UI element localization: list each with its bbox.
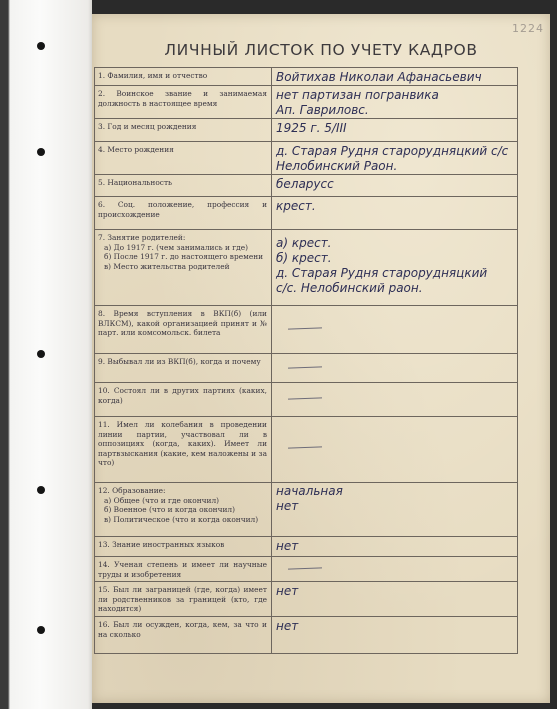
form-row bbox=[95, 537, 518, 557]
answer-cell bbox=[272, 306, 518, 354]
handwritten-answer: нет bbox=[276, 584, 299, 598]
page-title: ЛИЧНЫЙ ЛИСТОК ПО УЧЕТУ КАДРОВ bbox=[164, 41, 478, 59]
answer-cell bbox=[272, 417, 518, 483]
form-row bbox=[95, 175, 518, 197]
form-row bbox=[95, 230, 518, 306]
question-text: 14. Ученая степень и имеет ли научные труды и изобретения bbox=[98, 560, 267, 579]
form-row bbox=[95, 68, 518, 86]
question-text: 1. Фамилия, имя и отчество bbox=[98, 71, 208, 80]
question-subitem: б) Военное (что и когда окончил) bbox=[104, 505, 235, 514]
binder-hole bbox=[37, 626, 45, 634]
form-row bbox=[95, 142, 518, 175]
question-text: 6. Соц. положение, профессия и происхождение bbox=[98, 200, 267, 219]
question-cell bbox=[95, 557, 272, 582]
handwritten-answer: крест. bbox=[276, 199, 316, 213]
binder-strip bbox=[0, 0, 92, 709]
question-cell bbox=[95, 197, 272, 230]
handwritten-answer: нет партизан погранвика bbox=[276, 88, 439, 102]
handwritten-answer: Нелобинский Раон. bbox=[276, 159, 398, 173]
question-cell bbox=[95, 582, 272, 617]
binder-hole bbox=[37, 42, 45, 50]
question-text: 16. Был ли осужден, когда, кем, за что и на сколько bbox=[98, 620, 267, 639]
question-subitem: в) Место жительства родителей bbox=[104, 261, 230, 271]
question-text: 5. Национальность bbox=[98, 178, 173, 187]
form-table bbox=[94, 67, 518, 654]
handwritten-answer: 1925 г. 5/III bbox=[276, 121, 347, 135]
question-cell bbox=[95, 86, 272, 119]
answer-cell bbox=[272, 230, 518, 306]
question-cell bbox=[95, 142, 272, 175]
question-subitem: а) Общее (что и где окончил) bbox=[104, 495, 220, 505]
question-cell bbox=[95, 230, 272, 306]
question-subitem: а) До 1917 г. (чем занимались и где) bbox=[104, 242, 248, 252]
handwritten-answer: д. Старая Рудня старорудняцкий bbox=[276, 266, 488, 280]
blank-dash bbox=[288, 446, 322, 448]
blank-dash bbox=[288, 366, 322, 368]
handwritten-answer: с/с. Нелобинский раон. bbox=[276, 281, 423, 295]
form-row bbox=[95, 417, 518, 483]
question-text: 11. Имел ли колебания в проведении линии партии, участвовал ли в оппозициях (когда, каких). Имеет ли партвзыскания (какие, кем наложены и за что) bbox=[98, 420, 267, 467]
answer-cell bbox=[272, 557, 518, 582]
answer-cell bbox=[272, 383, 518, 417]
handwritten-answer: а) крест. bbox=[276, 236, 332, 250]
form-sheet bbox=[92, 14, 550, 703]
question-text: 13. Знание иностранных языков bbox=[98, 540, 225, 549]
blank-dash bbox=[288, 567, 322, 569]
answer-cell bbox=[272, 68, 518, 86]
handwritten-answer: б) крест. bbox=[276, 251, 332, 265]
question-text: 3. Год и месяц рождения bbox=[98, 122, 197, 131]
form-row bbox=[95, 119, 518, 142]
handwritten-answer: нет bbox=[276, 499, 299, 513]
binder-hole bbox=[37, 148, 45, 156]
answer-cell bbox=[272, 617, 518, 654]
question-cell bbox=[95, 483, 272, 537]
answer-cell bbox=[272, 142, 518, 175]
form-row bbox=[95, 354, 518, 383]
handwritten-answer: нет bbox=[276, 619, 299, 633]
question-text: 4. Место рождения bbox=[98, 145, 174, 154]
form-row bbox=[95, 617, 518, 654]
question-subitem: в) Политическое (что и когда окончил) bbox=[104, 514, 259, 524]
question-cell bbox=[95, 417, 272, 483]
answer-cell bbox=[272, 483, 518, 537]
question-text: 15. Был ли заграницей (где, когда) имеет ли родственников за границей (кто, где находится) bbox=[98, 585, 267, 613]
archive-number: 1224 bbox=[512, 22, 544, 35]
question-subitem: б) После 1917 г. до настоящего времени bbox=[104, 252, 264, 261]
binder-hole bbox=[37, 350, 45, 358]
form-row bbox=[95, 483, 518, 537]
blank-dash bbox=[288, 398, 322, 400]
answer-cell bbox=[272, 582, 518, 617]
form-row bbox=[95, 582, 518, 617]
question-cell bbox=[95, 354, 272, 383]
answer-cell bbox=[272, 354, 518, 383]
form-row bbox=[95, 557, 518, 582]
question-text: 9. Выбывал ли из ВКП(б), когда и почему bbox=[98, 357, 261, 366]
question-text: 2. Воинское звание и занимаемая должность в настоящее время bbox=[98, 89, 267, 108]
handwritten-answer: беларусс bbox=[276, 177, 334, 191]
question-text: 12. Образование: bbox=[98, 486, 166, 495]
blank-dash bbox=[288, 327, 322, 329]
question-cell bbox=[95, 306, 272, 354]
question-text: 10. Состоял ли в других партиях (каких, когда) bbox=[98, 386, 267, 405]
form-row bbox=[95, 197, 518, 230]
question-text: 7. Занятие родителей: bbox=[98, 233, 186, 242]
answer-cell bbox=[272, 197, 518, 230]
question-text: 8. Время вступления в ВКП(б) (или ВЛКСМ), какой организацией принят и № парт. или комсомольск. билета bbox=[98, 309, 267, 337]
question-cell bbox=[95, 537, 272, 557]
question-cell bbox=[95, 617, 272, 654]
question-cell bbox=[95, 175, 272, 197]
handwritten-answer: д. Старая Рудня старорудняцкий с/с bbox=[276, 144, 509, 158]
handwritten-answer: нет bbox=[276, 539, 299, 553]
answer-cell bbox=[272, 175, 518, 197]
handwritten-answer: начальная bbox=[276, 484, 343, 498]
question-cell bbox=[95, 119, 272, 142]
binder-hole bbox=[37, 486, 45, 494]
form-row bbox=[95, 306, 518, 354]
answer-cell bbox=[272, 86, 518, 119]
question-cell bbox=[95, 383, 272, 417]
question-cell bbox=[95, 68, 272, 86]
handwritten-answer: Войтихав Николаи Афанасьевич bbox=[276, 70, 482, 84]
form-row bbox=[95, 383, 518, 417]
form-row bbox=[95, 86, 518, 119]
handwritten-answer: Ап. Гавриловс. bbox=[276, 103, 369, 117]
answer-cell bbox=[272, 119, 518, 142]
answer-cell bbox=[272, 537, 518, 557]
